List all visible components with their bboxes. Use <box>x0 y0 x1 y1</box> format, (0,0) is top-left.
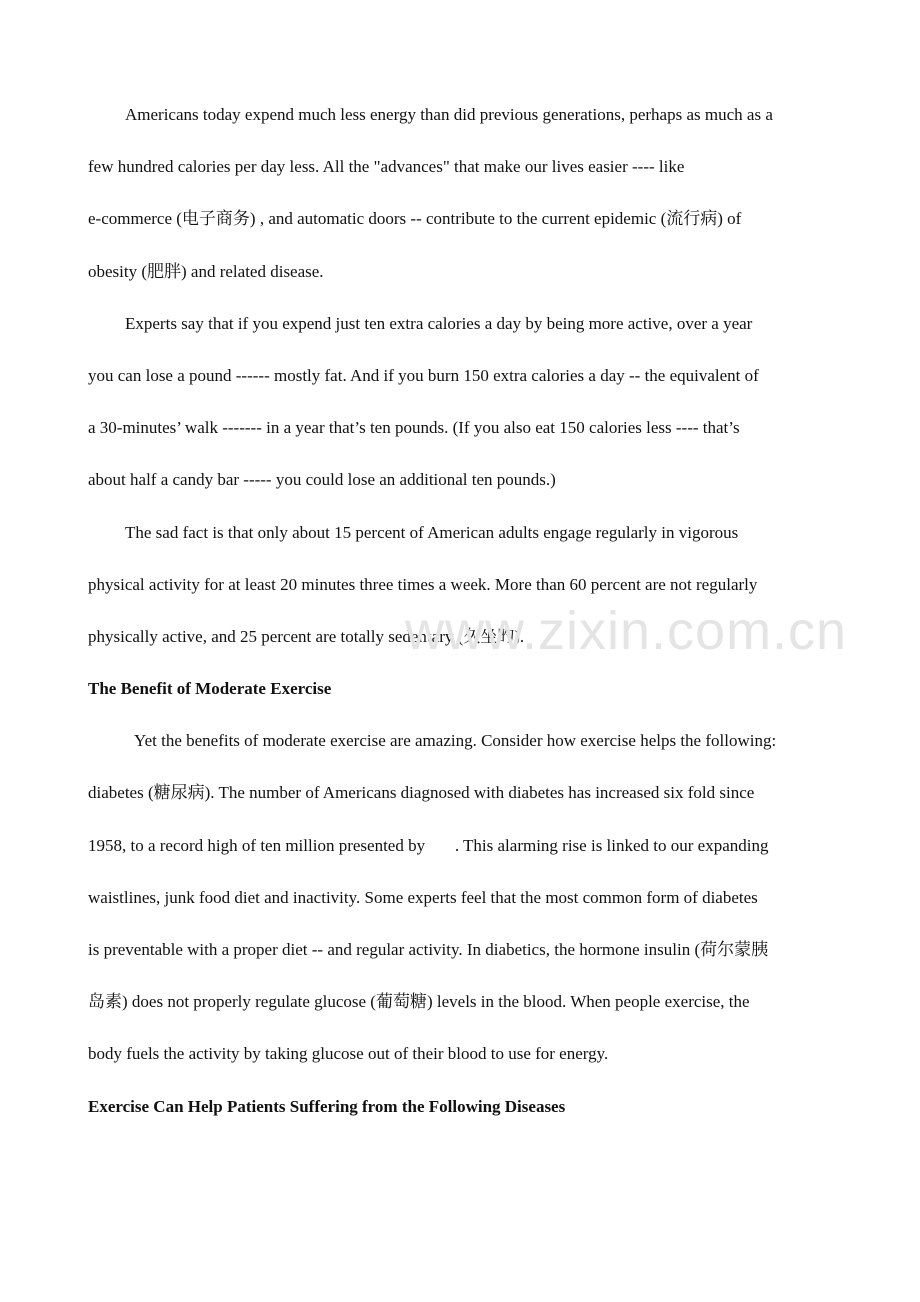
watermark-text: www.zixin.com.cn <box>405 601 848 661</box>
paragraph-4-line-1: Yet the benefits of moderate exercise are amazing. Consider how exercise helps the following: <box>134 731 777 751</box>
paragraph-4-line-4: waistlines, junk food diet and inactivity. Some experts feel that the most common form of diabetes <box>88 887 758 907</box>
paragraph-1-line-1: Americans today expend much less energy than did previous generations, perhaps as much as a <box>125 105 773 124</box>
paragraph-4-line-3: 1958, to a record high of ten million presented by . This alarming rise is linked to our expanding <box>88 835 769 855</box>
paragraph-2-line-1: Experts say that if you expend just ten extra calories a day by being more active, over a year <box>125 313 753 333</box>
paragraph-3-line-1: The sad fact is that only about 15 percent of American adults engage regularly in vigorous <box>125 522 739 542</box>
paragraph-3-line-3: physically active, and 25 percent are totally sedentary (久坐旳). <box>88 626 525 646</box>
paragraph-2-line-2: you can lose a pound ------ mostly fat. And if you burn 150 extra calories a day -- the equivalent of <box>88 365 759 385</box>
section-heading-diseases: Exercise Can Help Patients Suffering from the Following Diseases <box>88 1096 566 1116</box>
paragraph-4-line-2: diabetes (糖尿病). The number of Americans diagnosed with diabetes has increased six fold since <box>88 783 755 803</box>
paragraph-4-line-7: body fuels the activity by taking glucose out of their blood to use for energy. <box>88 1044 609 1064</box>
document-body <box>88 89 848 1133</box>
paragraph-1-line-2: few hundred calories per day less. All the "advances" that make our lives easier ---- like <box>88 157 685 177</box>
paragraph-4-line-6: 岛素) does not properly regulate glucose (葡萄糖) levels in the blood. When people exercise, the <box>88 992 750 1012</box>
paragraph-1-line-3: e-commerce (电子商务) , and automatic doors -- contribute to the current epidemic (流行病) of <box>88 209 742 229</box>
paragraph-1-line-4: obesity (肥胖) and related disease. <box>88 261 324 281</box>
paragraph-4-line-5: is preventable with a proper diet -- and regular activity. In diabetics, the hormone insulin (荷尔蒙胰 <box>88 940 769 959</box>
paragraph-2-line-4: about half a candy bar ----- you could lose an additional ten pounds.) <box>88 470 556 490</box>
paragraph-3-line-2: physical activity for at least 20 minutes three times a week. More than 60 percent are not regularly <box>88 574 758 594</box>
paragraph-2-line-3: a 30-minutes’ walk ------- in a year that’s ten pounds. (If you also eat 150 calories less ---- that’s <box>88 418 740 438</box>
section-heading-benefit: The Benefit of Moderate Exercise <box>88 679 332 699</box>
